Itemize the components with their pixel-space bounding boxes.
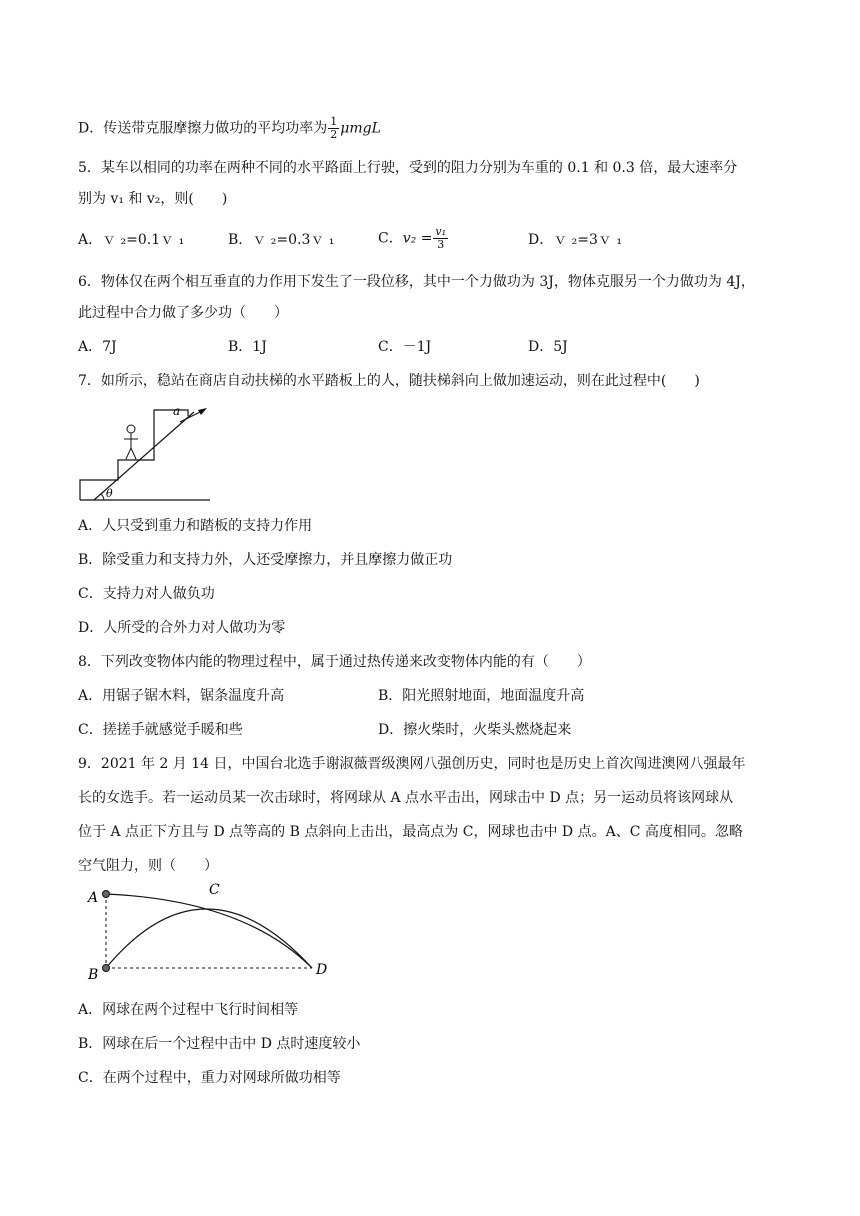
q6-option-a: A．7J [78, 339, 117, 355]
q6-stem-line1: 6．物体仅在两个相互垂直的力作用下发生了一段位移，其中一个力做功为 3J，物体克服另一个力做功为 4J， [78, 274, 755, 290]
q7-stem: 7．如所示，稳站在商店自动扶梯的水平踏板上的人，随扶梯斜向上做加速运动，则在此过程中( ) [78, 373, 700, 389]
q5-stem-line1: 5．某车以相同的功率在两种不同的水平路面上行驶，受到的阻力分别为车重的 0.1 和 0.3 倍，最大速率分 [78, 160, 738, 176]
q6-option-c: C．－1J [378, 339, 432, 355]
q9-option-c: C．在两个过程中，重力对网球所做功相等 [78, 1070, 341, 1086]
q6-stem-line2: 此过程中合力做了多少功（ ） [78, 305, 288, 321]
fraction-denominator: 2 [330, 128, 338, 141]
point-d-label: D [316, 962, 328, 978]
escalator-figure [76, 398, 216, 504]
q8-option-a: A．用锯子锯木料，锯条温度升高 [78, 688, 285, 704]
q5-option-d: D．ｖ ₂=3ｖ ₁ [528, 232, 622, 248]
q9-stem-line2: 长的女选手。若一运动员某一次击球时，将网球从 A 点水平击出，网球击中 D 点；另一运动员将该网球从 [78, 790, 734, 806]
q5-option-a: A．ｖ ₂=0.1ｖ ₁ [78, 232, 185, 248]
q4-option-d [78, 116, 381, 141]
fraction-denominator: 3 [437, 238, 445, 251]
q7-option-b: B．除受重力和支持力外，人还受摩擦力，并且摩擦力做正功 [78, 552, 453, 568]
angle-theta-label: θ [106, 487, 113, 500]
q7-option-d: D．人所受的合外力对人做功为零 [78, 620, 286, 636]
q9-stem-line1: 9．2021 年 2 月 14 日，中国台北选手谢淑薇晋级澳网八强创历史，同时也是历史上首次闯进澳网八强最年 [78, 756, 746, 772]
tennis-trajectory-figure [84, 880, 334, 982]
q6-option-b: B．1J [228, 339, 267, 355]
q6-option-d: D．5J [528, 339, 568, 355]
q5-stem-line2: 别为 v₁ 和 v₂，则( ) [78, 191, 228, 207]
q4-option-d-text: D．传送带克服摩擦力做功的平均功率为 [78, 120, 328, 137]
fraction-one-half [328, 116, 339, 141]
q7-option-a: A．人只受到重力和踏板的支持力作用 [78, 518, 313, 534]
acceleration-label: a [173, 404, 181, 418]
q5-option-c-label: C． [378, 230, 403, 247]
point-b-label: B [88, 967, 99, 982]
fraction-numerator: v₁ [435, 225, 447, 238]
q7-option-c: C．支持力对人做负功 [78, 586, 215, 602]
q8-stem: 8．下列改变物体内能的物理过程中，属于通过热传递来改变物体内能的有（ ） [78, 654, 591, 670]
q8-option-c: C．搓搓手就感觉手暖和些 [78, 722, 243, 738]
q5-option-b: B．ｖ ₂=0.3ｖ ₁ [228, 232, 335, 248]
q4-option-d-formula: μmgL [340, 120, 381, 137]
q9-option-a: A．网球在两个过程中飞行时间相等 [78, 1002, 299, 1018]
fraction-numerator: 1 [330, 115, 338, 128]
q5-option-c-lhs: v₂ = [402, 230, 433, 247]
point-a-label: A [88, 890, 99, 906]
q8-option-b: B．阳光照射地面，地面温度升高 [378, 688, 585, 704]
q5-option-c-fraction [433, 226, 448, 251]
q9-stem-line4: 空气阻力，则（ ） [78, 858, 218, 874]
q9-stem-line3: 位于 A 点正下方且与 D 点等高的 B 点斜向上击出，最高点为 C，网球也击中 D 点。A、C 高度相同。忽略 [78, 824, 743, 840]
q5-option-c [378, 226, 449, 251]
point-c-label: C [209, 882, 220, 898]
q8-option-d: D．擦火柴时，火柴头燃烧起来 [378, 722, 572, 738]
q9-option-b: B．网球在后一个过程中击中 D 点时速度较小 [78, 1036, 361, 1052]
